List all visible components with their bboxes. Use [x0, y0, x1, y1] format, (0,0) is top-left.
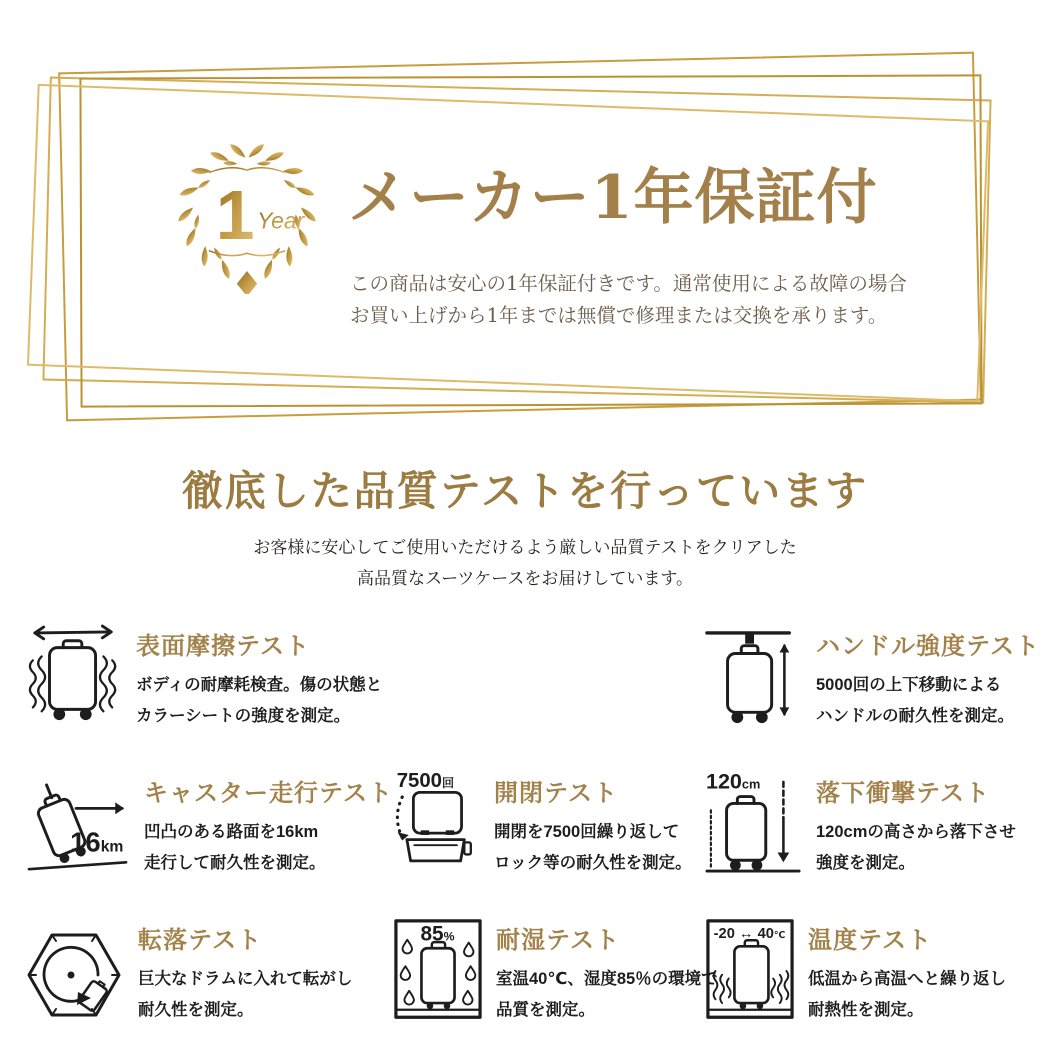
swing-arrow [397, 797, 402, 838]
humidity-label: 85% [420, 922, 455, 946]
test-grid [25, 624, 1050, 1033]
test-description-line: 室温40℃、湿度85％の環境で [496, 969, 718, 988]
quality-subtitle-line: 高品質なスーツケースをお届けしています。 [356, 569, 694, 590]
suitcase-body [727, 803, 766, 860]
handle-test-icon [705, 624, 803, 737]
test-item-tumble [25, 918, 393, 1033]
drop-test-icon [705, 771, 803, 884]
ground-line [29, 862, 126, 869]
test-title: 耐湿テスト [496, 926, 621, 954]
test-description-line: 品質を測定。 [496, 1001, 595, 1020]
badge-unit: Year [257, 207, 305, 234]
test-description [496, 964, 718, 1027]
test-item-handle-strength [705, 624, 1050, 737]
quality-heading: 徹底した品質テストを行っています [181, 467, 869, 515]
drop-height-label: 120cm [705, 770, 761, 794]
grid-spacer [393, 624, 705, 737]
warranty-description-line: この商品は安心の1年保証付きです。通常使用による故障の場合 [350, 272, 907, 295]
warranty-title: メーカー1年保証付 [348, 163, 878, 233]
test-title: 落下衝撃テスト [816, 779, 991, 807]
suitcase-lid [413, 792, 461, 833]
warranty-banner [0, 0, 1050, 448]
laurel-wreath-icon [158, 126, 336, 294]
temperature-test-icon [705, 918, 795, 1027]
test-description-line: ロック等の耐久性を測定。 [494, 854, 692, 873]
vibration-line [109, 660, 115, 707]
caster-test-icon [25, 771, 131, 884]
suitcase-body [50, 647, 96, 709]
test-item-drop-impact [705, 771, 1050, 884]
test-description [816, 817, 1016, 880]
humidity-test-icon [393, 918, 483, 1027]
test-description-line: カラーシートの強度を測定。 [136, 707, 351, 726]
heat-waves [714, 971, 789, 1003]
test-title: 温度テスト [808, 926, 933, 954]
friction-test-icon [25, 624, 123, 737]
test-description [144, 817, 393, 880]
test-description-line: ハンドルの耐久性を測定。 [816, 707, 1014, 726]
test-item-temperature [705, 918, 1050, 1033]
suitcase-body [728, 653, 772, 712]
test-description-line: 開閉を7500回繰り返して [494, 822, 680, 841]
open-close-test-icon [393, 771, 481, 878]
test-description-line: 強度を測定。 [816, 854, 915, 873]
quality-test-section [0, 458, 1050, 596]
tumble-test-icon [25, 918, 125, 1033]
test-item-surface-friction [25, 624, 393, 737]
test-description [808, 964, 1006, 1027]
test-title: キャスター走行テスト [144, 779, 394, 807]
suitcase-body [734, 946, 768, 1003]
wreath-diamond-ornament [237, 271, 257, 294]
badge-number: 1 [215, 175, 255, 254]
test-description-line: ボディの耐摩耗検査。傷の状態と [136, 675, 383, 694]
test-description [816, 670, 1040, 733]
vibration-line [30, 660, 36, 707]
test-title: 開閉テスト [494, 779, 619, 807]
test-description [136, 670, 382, 733]
test-title: ハンドル強度テスト [816, 632, 1041, 660]
quality-subtitle [0, 533, 1050, 596]
test-description-line: 5000回の上下移動による [816, 675, 1002, 694]
open-close-count-label: 7500回 [396, 770, 455, 792]
test-description-line: 耐久性を測定。 [138, 1001, 254, 1020]
one-year-laurel-badge [158, 126, 336, 294]
suitcase-body [421, 948, 454, 1003]
test-description-line: 巨大なドラムに入れて転がし [138, 969, 353, 988]
test-item-open-close [393, 771, 705, 884]
vibration-line [100, 656, 107, 711]
caster-distance-label: 16km [70, 826, 124, 858]
test-description [138, 964, 352, 1027]
vibration-line [38, 656, 45, 711]
test-description-line: 凹凸のある路面を16km [144, 822, 319, 841]
temperature-range-label: -20 ↔ 40℃ [713, 925, 786, 942]
warranty-description [350, 268, 907, 331]
warranty-description-line: お買い上げから1年までは無償で修理または交換を承ります。 [350, 303, 888, 327]
test-item-humidity [393, 918, 718, 1033]
test-description-line: 走行して耐久性を測定。 [144, 854, 326, 873]
test-description-line: 低温から高温へと繰り返し [808, 969, 1006, 988]
test-description-line: 120cmの高さから落下させ [816, 822, 1016, 841]
test-title: 表面摩擦テスト [136, 632, 311, 660]
test-description-line: 耐熱性を測定。 [808, 1001, 924, 1020]
test-item-caster-run [25, 771, 393, 884]
test-title: 転落テスト [138, 926, 263, 954]
quality-subtitle-line: お客様に安心してご使用いただけるよう厳しい品質テストをクリアした [253, 538, 797, 558]
suitcase-base [407, 839, 464, 860]
test-description [494, 817, 692, 880]
